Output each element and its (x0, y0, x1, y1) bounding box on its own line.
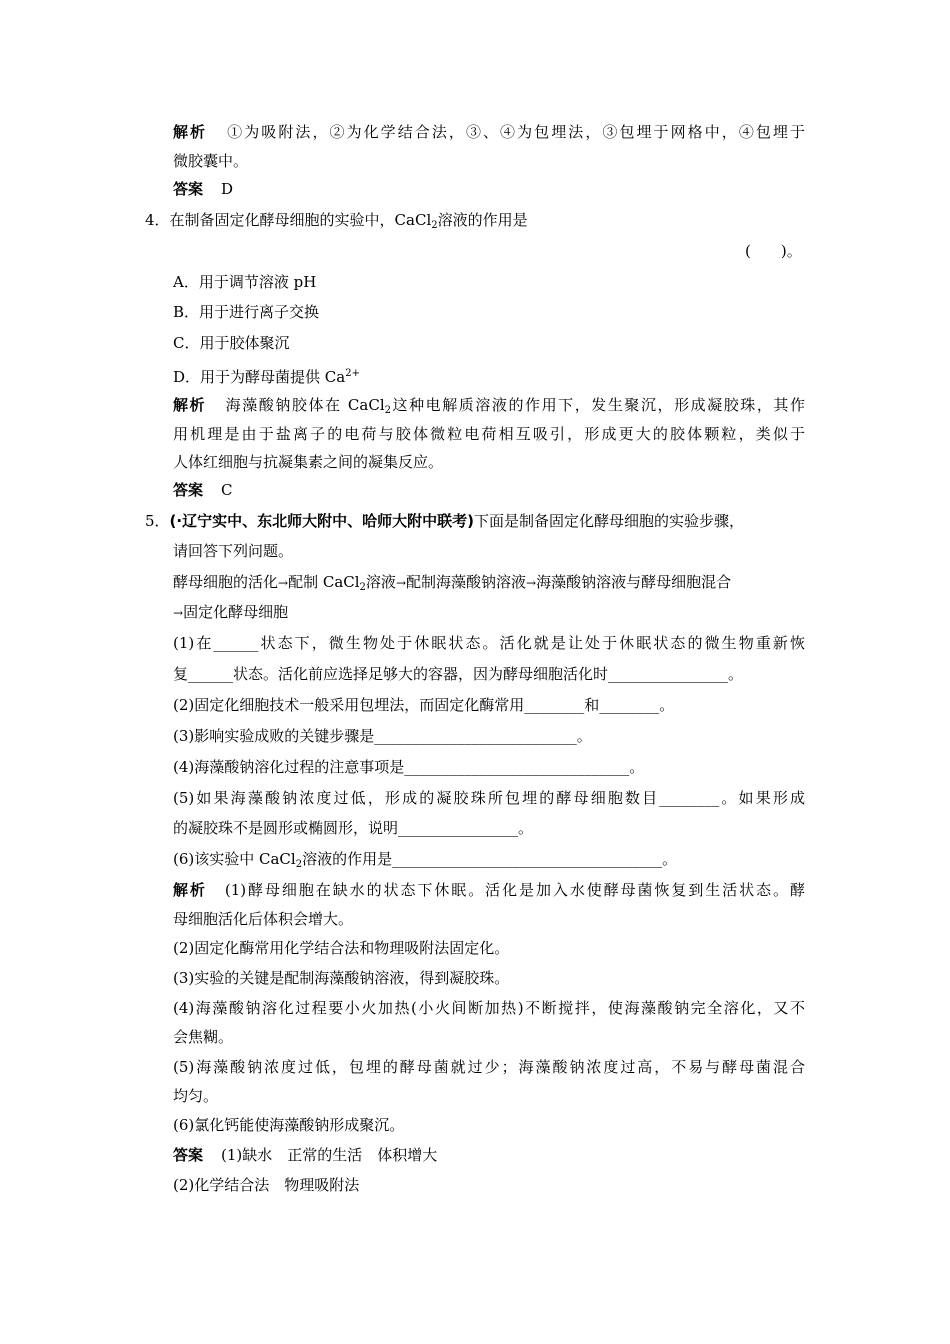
q5-answer-text-1: (1)缺水 正常的生活 体积增大 (221, 1146, 438, 1164)
flow-step-3: 配制海藻酸钠溶液 (406, 573, 527, 591)
q3-answer (173, 179, 233, 201)
q4-analysis-line-3: 人体红细胞与抗凝集素之间的凝集反应。 (173, 453, 444, 471)
q3-analysis-line-1 (173, 122, 805, 144)
flow-step-1: 酵母细胞的活化 (173, 573, 279, 591)
q4-analysis-line-1 (173, 395, 805, 417)
flow-step-2-suffix: 溶液 (365, 573, 396, 591)
q3-analysis-line-2: 微胶囊中。 (173, 152, 249, 170)
q5-analysis-line-5: (4)海藻酸钠溶化过程要小火加热(小火间断加热)不断搅拌，使海藻酸钠完全溶化，又不 (173, 999, 805, 1017)
q5-part-6-text-b: 溶液的作用是____________________________________。 (302, 850, 678, 868)
q5-stem-text-1: 下面是制备固定化酵母细胞的实验步骤， (473, 512, 744, 530)
answer-label: 答案 (173, 180, 204, 198)
q5-part-5-line-2: 的凝胶珠不是圆形或椭圆形，说明________________。 (173, 819, 534, 837)
arrow-icon: → (395, 576, 406, 590)
q4-analysis-text-1a: 海藻酸钠胶体在 CaCl (224, 396, 385, 414)
flow-step-2-subscript: 2 (359, 582, 366, 593)
q4-option-c: C．用于胶体聚沉 (173, 334, 290, 352)
q4-analysis-subscript: 2 (384, 405, 391, 416)
q5-analysis-text-1: (1)酵母细胞在缺水的状态下休眠。活化是加入水使酵母菌恢复到生活状态。酵 (224, 881, 805, 899)
q4-answer-bracket: ( )。 (745, 242, 802, 260)
q5-part-1-line-2: 复______状态。活化前应选择足够大的容器，因为酵母细胞活化时________________。 (173, 665, 744, 683)
q5-answer-line-1 (173, 1145, 437, 1167)
flow-step-2: 配制 CaCl (288, 573, 360, 591)
q5-stem-line-1 (145, 511, 744, 533)
q5-part-5-line-1: (5)如果海藻酸钠浓度过低，形成的凝胶珠所包埋的酵母细胞数目________。如果形成 (173, 789, 805, 807)
arrow-icon: → (526, 576, 537, 590)
q4-option-a: A．用于调节溶液 pH (173, 273, 317, 291)
q5-analysis-line-2: 母细胞活化后体积会增大。 (173, 910, 354, 928)
q5-analysis-line-4: (3)实验的关键是配制海藻酸钠溶液，得到凝胶珠。 (173, 969, 510, 987)
q5-part-2: (2)固定化细胞技术一般采用包埋法，而固定化酶常用________和________。 (173, 696, 675, 714)
q4-option-b: B．用于进行离子交换 (173, 303, 320, 321)
q5-part-1-line-1: (1)在______状态下，微生物处于休眠状态。活化就是让处于休眠状态的微生物重新恢 (173, 634, 805, 652)
q5-part-4: (4)海藻酸钠溶化过程的注意事项是______________________________。 (173, 758, 645, 776)
q5-flow-line-1 (173, 572, 731, 594)
q5-part-6-subscript: 2 (295, 859, 303, 870)
q4-stem (145, 210, 528, 232)
q5-source: (·辽宁实中、东北师大附中、哈师大附中联考) (169, 512, 474, 530)
analysis-label: 解析 (173, 123, 208, 141)
q5-analysis-line-8: 均匀。 (173, 1087, 219, 1105)
analysis-label: 解析 (173, 396, 207, 414)
q4-answer (173, 480, 233, 502)
q5-part-6-text-a: (6)该实验中 CaCl (173, 850, 296, 868)
q5-analysis-line-3: (2)固定化酶常用化学结合法和物理吸附法固定化。 (173, 939, 510, 957)
q4-option-d (173, 364, 360, 386)
q4-answer-value: C (221, 481, 233, 499)
q5-analysis-line-6: 会焦糊。 (173, 1028, 234, 1046)
q5-part-3: (3)影响实验成败的关键步骤是___________________________。 (173, 727, 592, 745)
q4-option-d-superscript: 2+ (345, 368, 360, 379)
q5-number: 5． (145, 512, 170, 530)
q5-flow-line-2 (173, 602, 288, 624)
q4-stem-text-b: 溶液的作用是 (437, 211, 528, 229)
q4-option-d-text: D．用于为酵母菌提供 Ca (173, 368, 346, 386)
answer-label: 答案 (173, 1146, 204, 1164)
q4-analysis-text-1b: 这种电解质溶液的作用下，发生聚沉，形成凝胶珠，其作 (391, 396, 805, 414)
q4-stem-text-a: 在制备固定化酵母细胞的实验中，CaCl (169, 211, 432, 229)
analysis-label: 解析 (173, 881, 207, 899)
q5-part-6 (173, 849, 677, 871)
q5-analysis-line-1 (173, 880, 805, 902)
q5-analysis-line-7: (5)海藻酸钠浓度过低，包埋的酵母菌就过少；海藻酸钠浓度过高，不易与酵母菌混合 (173, 1058, 805, 1076)
arrow-icon: → (278, 576, 289, 590)
flow-step-5: 固定化酵母细胞 (183, 603, 289, 621)
q3-answer-value: D (221, 180, 234, 198)
flow-step-4: 海藻酸钠溶液与酵母细胞混合 (536, 573, 732, 591)
q4-stem-subscript: 2 (431, 220, 438, 231)
q4-analysis-line-2: 用机理是由于盐离子的电荷与胶体微粒电荷相互吸引，形成更大的胶体颗粒，类似于 (173, 425, 805, 443)
q5-stem-line-2: 请回答下列问题。 (173, 542, 294, 560)
q5-analysis-line-9: (6)氯化钙能使海藻酸钠形成聚沉。 (173, 1116, 405, 1134)
q4-number: 4． (145, 211, 170, 229)
arrow-icon: → (173, 606, 184, 620)
q3-analysis-text-1: ①为吸附法，②为化学结合法，③、④为包埋法，③包埋于网格中，④包埋于 (225, 123, 805, 141)
answer-label: 答案 (173, 481, 204, 499)
q5-answer-line-2: (2)化学结合法 物理吸附法 (173, 1176, 360, 1194)
